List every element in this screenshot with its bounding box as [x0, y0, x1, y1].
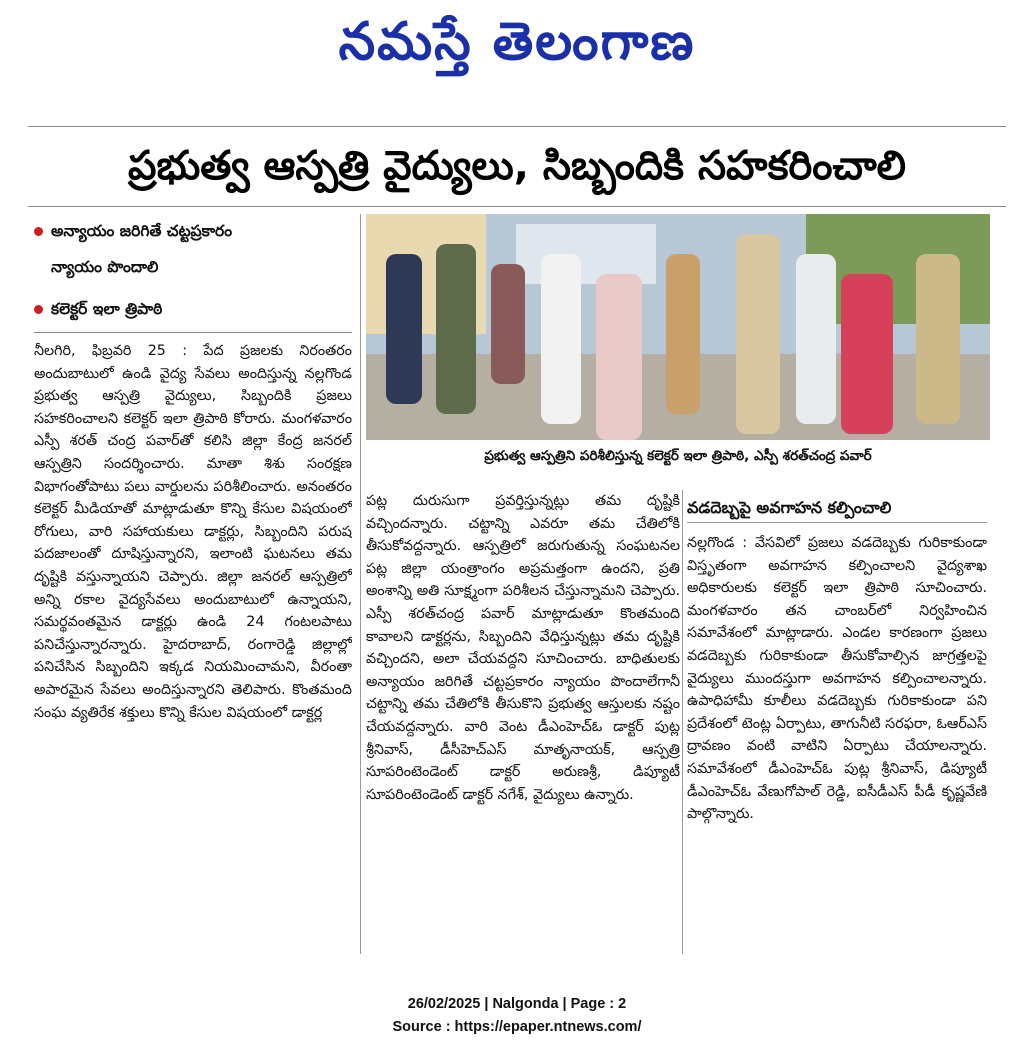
news-photo: [366, 214, 990, 440]
page-headline: ప్రభుత్వ ఆస్పత్రి వైద్యులు, సిబ్బందికి సహకరించాలి: [128, 143, 906, 189]
top-rule: [28, 126, 1006, 127]
masthead-logo: నమస్తే తెలంగాణ: [338, 11, 696, 72]
bullet-2-line1: కలెక్టర్ ఇలా త్రిపాఠి: [51, 300, 163, 318]
article-column-3: నల్లగొండ : వేసవిలో ప్రజలు వడదెబ్బకు గురికాకుండా విస్తృతంగా అవగాహన కల్పించాలని వైద్యశాఖ అధికారులకు కలెక్టర్ ఇలా త్రిపాఠి సూచించారు. మంగళవారం తన చాంబర్‌లో నిర్వహించిన సమావేశంలో మాట్లాడారు. ఎండల కారణంగా ప్రజలు వడదెబ్బకు గురికాకుండా తీసుకోవాల్సిన జాగ్రత్తలపై వైద్యులు ముందస్తుగా అవగాహన కల్పించాలన్నారు. ఉపాధిహామీ కూలీలు వడదెబ్బకు గురికాకుండా పని ప్రదేశంలో టెంట్ల ఏర్పాటు, తాగునీటి సరఫరా, ఓఆర్‌ఎస్ ద్రావణం వంటి వాటిని ఏర్పాటు చేయాలన్నారు. సమావేశంలో డీఎంహెచ్‌ఓ పుట్ల శ్రీనివాస్, డిప్యూటీ డీఎంహెచ్‌ఓ వేణుగోపాల్ రెడ్డి, ఐసీడీఎస్ పీడీ కృష్ణవేణి పాల్గొన్నారు.: [687, 535, 987, 823]
footer-source: Source : https://epaper.ntnews.com/: [392, 1019, 642, 1035]
bullet-point-1: [34, 220, 354, 242]
headline-rule: [28, 206, 1006, 207]
bullet-dot-icon: [34, 227, 43, 236]
bullet-point-2: [34, 298, 354, 320]
bullet-1-line1: అన్యాయం జరిగితే చట్టప్రకారం: [51, 222, 233, 240]
photo-caption: ప్రభుత్వ ఆస్పత్రిని పరిశీలిస్తున్న కలెక్టర్ ఇలా త్రిపాఠి, ఎస్పీ శరత్‌చంద్ర పవార్: [484, 448, 872, 464]
footer-dateline: 26/02/2025 | Nalgonda | Page : 2: [407, 996, 627, 1012]
bullet-point-1-cont: [34, 256, 354, 278]
article-column-1: నీలగిరి, ఫిబ్రవరి 25 : పేద ప్రజలకు నిరంతరం అందుబాటులో ఉండి వైద్య సేవలు అందిస్తున్న నల్లగొండ ప్రభుత్వ ఆస్పత్రి వైద్యులు, సిబ్బందికి ప్రజలు సహకరించాలని కలెక్టర్ ఇలా త్రిపాఠి కోరారు. మంగళవారం ఎస్పీ శరత్ చంద్ర పవార్‌తో కలిసి జిల్లా కేంద్ర జనరల్ ఆస్పత్రిని సందర్శించారు. మాతా శిశు సంరక్షణ విభాగంతోపాటు పలు వార్డులను పరిశీలించారు. అనంతరం కలెక్టర్ మీడియాతో మాట్లాడుతూ కొన్ని కేసుల విషయంలో రోగులు, వారి సహాయకులు డాక్టర్లు, సిబ్బందిని పరుష పదజాలంతో దూషిస్తున్నారని, ఇలాంటి ఘటనలు తమ దృష్టికి వస్తున్నాయని చెప్పారు. జిల్లా జనరల్ ఆస్పత్రిలో అన్ని రకాల వైద్యసేవలు అందుబాటులో ఉన్నాయని, సమర్థవంతమైన డాక్టర్లు ఉండి 24 గంటలపాటు పనిచేస్తున్నారన్నారు. హైదరాబాద్, రంగారెడ్డి జిల్లాల్లో పనిచేసిన సిబ్బందిని ఇక్కడ నియమించామని, వీరంతా అపారమైన సేవలు అందిస్తున్నారని తెలిపారు. కొంతమంది సంఘ వ్యతిరేక శక్తులు కొన్ని కేసుల విషయంలో డాక్టర్ల: [34, 343, 352, 721]
article-column-2: పట్ల దురుసుగా ప్రవర్తిస్తున్నట్లు తమ దృష్టికి వచ్చిందన్నారు. చట్టాన్ని ఎవరూ తమ చేతిలోకి తీసుకోవద్దన్నారు. ఆస్పత్రిలో జరుగుతున్న సంఘటనల పట్ల జిల్లా యంత్రాంగం అప్రమత్తంగా ఉందని, ప్రతి అంశాన్ని అతి సూక్ష్మంగా పరిశీలన చేస్తున్నామని చెప్పారు. ఎస్పీ శరత్‌చంద్ర పవార్ మాట్లాడుతూ కొంతమంది కావాలని డాక్టర్లను, సిబ్బందిని వేధిస్తున్నట్లు తమ దృష్టికి వచ్చిందని, అలా చేయవద్దని సూచించారు. బాధితులకు అన్యాయం జరిగితే చట్టప్రకారం న్యాయం పొందాలేగానీ చట్టాన్ని తమ చేతిలోకి తీసుకొని ప్రభుత్వ ఆస్తులకు నష్టం చేయవద్దన్నారు. వారి వెంట డీఎంహెచ్‌ఓ డాక్టర్ పుట్ల శ్రీనివాస్, డీసీహెచ్‌ఎస్ మాతృనాయక్, ఆస్పత్రి సూపరింటెండెంట్ డాక్టర్ అరుణశ్రీ, డిప్యూటీ సూపరింటెండెంట్ డాక్టర్ నగేశ్, వైద్యులు ఉన్నారు.: [366, 493, 680, 803]
bullet-1-line2: న్యాయం పొందాలి: [51, 258, 159, 276]
column-divider-1: [360, 214, 361, 954]
bullet-dot-icon: [34, 305, 43, 314]
news-photo-illustration: [366, 214, 990, 440]
column-divider-2: [682, 490, 683, 954]
bullet-rule: [34, 332, 352, 333]
sidebar-heading: వడదెబ్బపై అవగాహన కల్పించాలి: [687, 494, 987, 523]
